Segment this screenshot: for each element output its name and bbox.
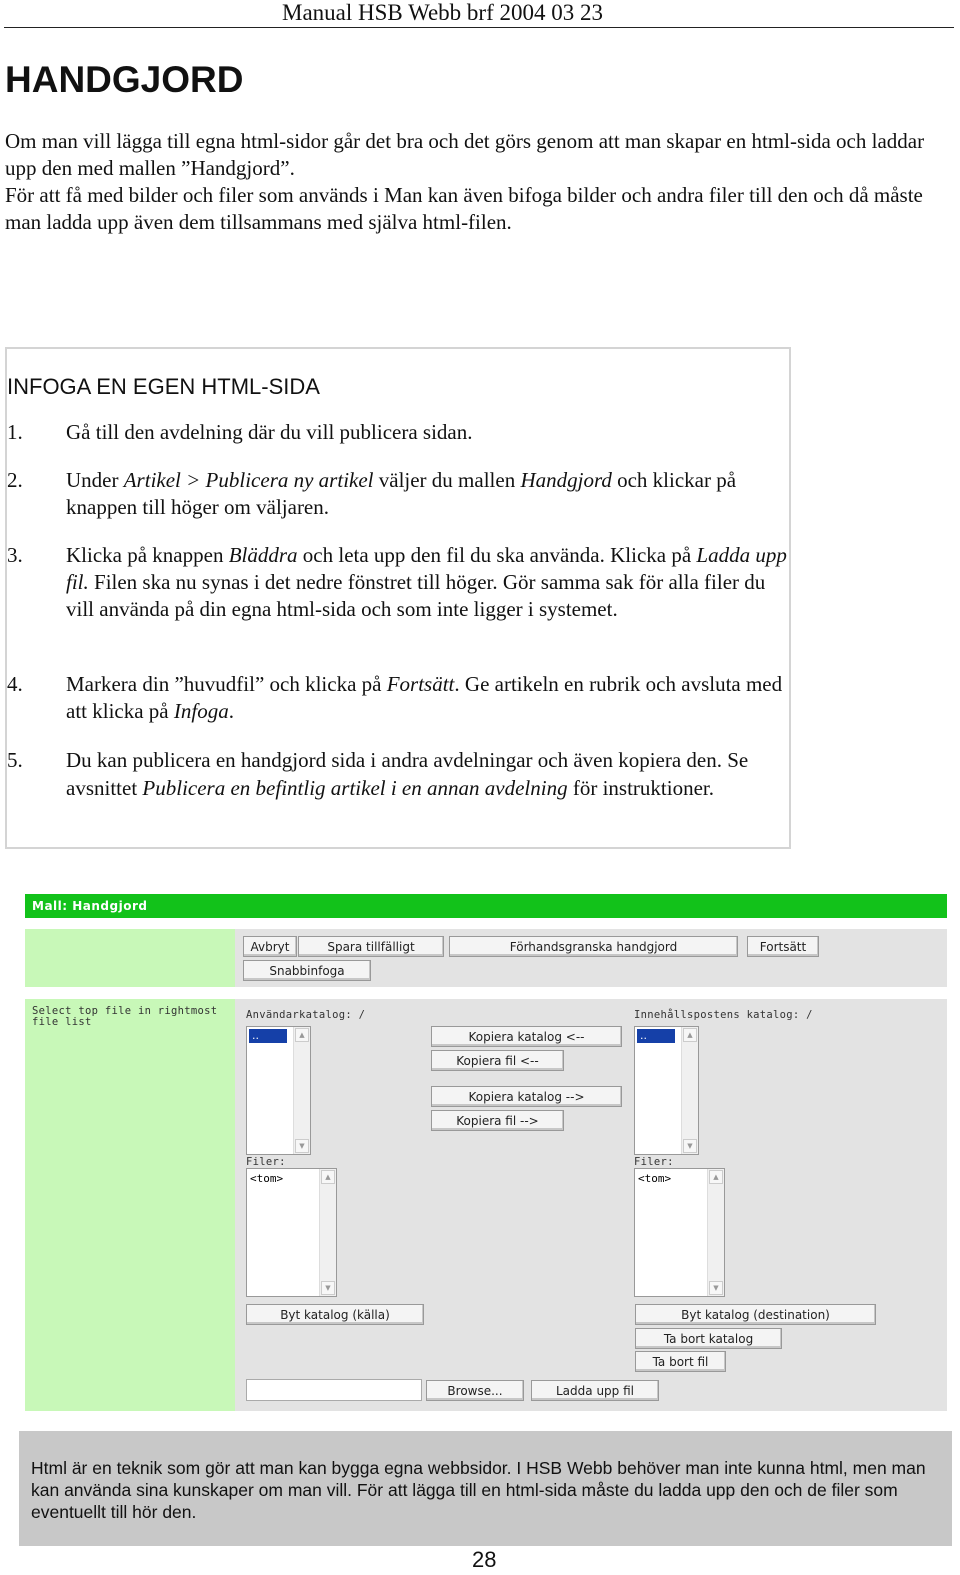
intro-text xyxy=(5,128,955,236)
step-number: 4. xyxy=(7,672,23,696)
user-directory-list[interactable] xyxy=(246,1026,311,1155)
browse-button[interactable]: Browse... xyxy=(426,1380,524,1401)
page-header: Manual HSB Webb brf 2004 03 23 xyxy=(282,0,603,25)
scroll-down-icon[interactable]: ▼ xyxy=(683,1139,697,1153)
scroll-down-icon[interactable]: ▼ xyxy=(295,1139,309,1153)
scroll-up-icon[interactable]: ▲ xyxy=(683,1028,697,1042)
user-catalog-label: Användarkatalog: / xyxy=(246,1009,366,1021)
instruction-box-title: INFOGA EN EGEN HTML-SIDA xyxy=(7,374,320,399)
copy-file-left-button[interactable]: Kopiera fil <-- xyxy=(431,1050,564,1071)
scrollbar[interactable] xyxy=(681,1027,698,1154)
intro-paragraph-2: För att få med bilder och filer som används i Man kan även bifoga bilder och andra filer till den och då måste man ladda upp även dem tillsammans med själva html-filen. xyxy=(5,183,923,234)
step-number: 1. xyxy=(7,420,23,444)
delete-directory-button[interactable]: Ta bort katalog xyxy=(635,1328,782,1349)
side-hint-text: Select top file in rightmost file list xyxy=(32,1005,218,1028)
copy-file-right-button[interactable]: Kopiera fil --> xyxy=(431,1110,564,1131)
copy-directory-right-button[interactable]: Kopiera katalog --> xyxy=(431,1086,622,1107)
step-text: Du kan publicera en handgjord sida i andra avdelningar och även kopiera den. Se avsnittet Publicera en befintlig artikel i en annan avdelning för instruktioner. xyxy=(66,748,749,800)
change-destination-directory-button[interactable]: Byt katalog (destination) xyxy=(635,1304,876,1325)
scroll-down-icon[interactable]: ▼ xyxy=(709,1281,723,1295)
toolbar-side-cell xyxy=(25,929,235,987)
list-item-empty: <tom> xyxy=(638,1172,672,1185)
delete-file-button[interactable]: Ta bort fil xyxy=(635,1351,726,1372)
scroll-up-icon[interactable]: ▲ xyxy=(295,1028,309,1042)
scrollbar[interactable] xyxy=(293,1027,310,1154)
step-number: 5. xyxy=(7,748,23,772)
list-item-parent[interactable]: .. xyxy=(249,1029,287,1043)
scroll-up-icon[interactable]: ▲ xyxy=(321,1170,335,1184)
quick-insert-button[interactable]: Snabbinfoga xyxy=(243,960,371,981)
upload-file-button[interactable]: Ladda upp fil xyxy=(531,1380,659,1401)
page-number: 28 xyxy=(472,1547,497,1572)
step-text: Under Artikel > Publicera ny artikel väljer du mallen Handgjord och klickar på knappen till höger om väljaren. xyxy=(66,468,737,519)
content-catalog-label: Innehållspostens katalog: / xyxy=(634,1009,813,1021)
list-item-parent[interactable]: .. xyxy=(637,1029,675,1043)
step-number: 3. xyxy=(7,543,23,567)
step-number: 2. xyxy=(7,468,23,492)
content-directory-list[interactable] xyxy=(634,1026,699,1155)
scroll-down-icon[interactable]: ▼ xyxy=(321,1281,335,1295)
scrollbar[interactable] xyxy=(707,1169,724,1296)
files-label-right: Filer: xyxy=(634,1156,674,1168)
files-label-left: Filer: xyxy=(246,1156,286,1168)
preview-button[interactable]: Förhandsgranska handgjord xyxy=(449,936,738,957)
change-source-directory-button[interactable]: Byt katalog (källa) xyxy=(246,1304,424,1325)
note-text: Html är en teknik som gör att man kan bygga egna webbsidor. I HSB Webb behöver man inte kunna html, men man kan använda sina kunskaper om man vill. För att lägga till en html-sida måste du ladda upp den och de filer som eventuellt till hör den. xyxy=(31,1458,926,1522)
step-text: Markera din ”huvudfil” och klicka på Fortsätt. Ge artikeln en rubrik och avsluta med att klicka på Infoga. xyxy=(66,672,783,723)
header-rule xyxy=(4,27,954,28)
list-item-empty: <tom> xyxy=(250,1172,284,1185)
cancel-button[interactable]: Avbryt xyxy=(243,936,297,957)
scrollbar[interactable] xyxy=(319,1169,336,1296)
upload-file-path-input[interactable] xyxy=(246,1379,422,1401)
step-text: Klicka på knappen Bläddra och leta upp den fil du ska använda. Klicka på Ladda upp fil. Filen ska nu synas i det nedre fönstret till höger. Gör samma sak för alla filer du vill använda på din egna html-sida och som inte ligger i systemet. xyxy=(66,543,787,621)
user-file-list[interactable] xyxy=(246,1168,337,1297)
scroll-up-icon[interactable]: ▲ xyxy=(709,1170,723,1184)
continue-button[interactable]: Fortsätt xyxy=(747,936,819,957)
template-title-bar: Mall: Handgjord xyxy=(25,894,947,918)
section-heading: HANDGJORD xyxy=(5,59,244,100)
copy-directory-left-button[interactable]: Kopiera katalog <-- xyxy=(431,1026,622,1047)
save-temporarily-button[interactable]: Spara tillfälligt xyxy=(298,936,444,957)
file-manager-side-cell xyxy=(25,999,235,1411)
content-file-list[interactable] xyxy=(634,1168,725,1297)
step-text: Gå till den avdelning där du vill publicera sidan. xyxy=(66,420,473,444)
intro-paragraph-1: Om man vill lägga till egna html-sidor går det bra och det görs genom att man skapar en html-sida och laddar upp den med mallen ”Handgjord”. xyxy=(5,129,925,180)
